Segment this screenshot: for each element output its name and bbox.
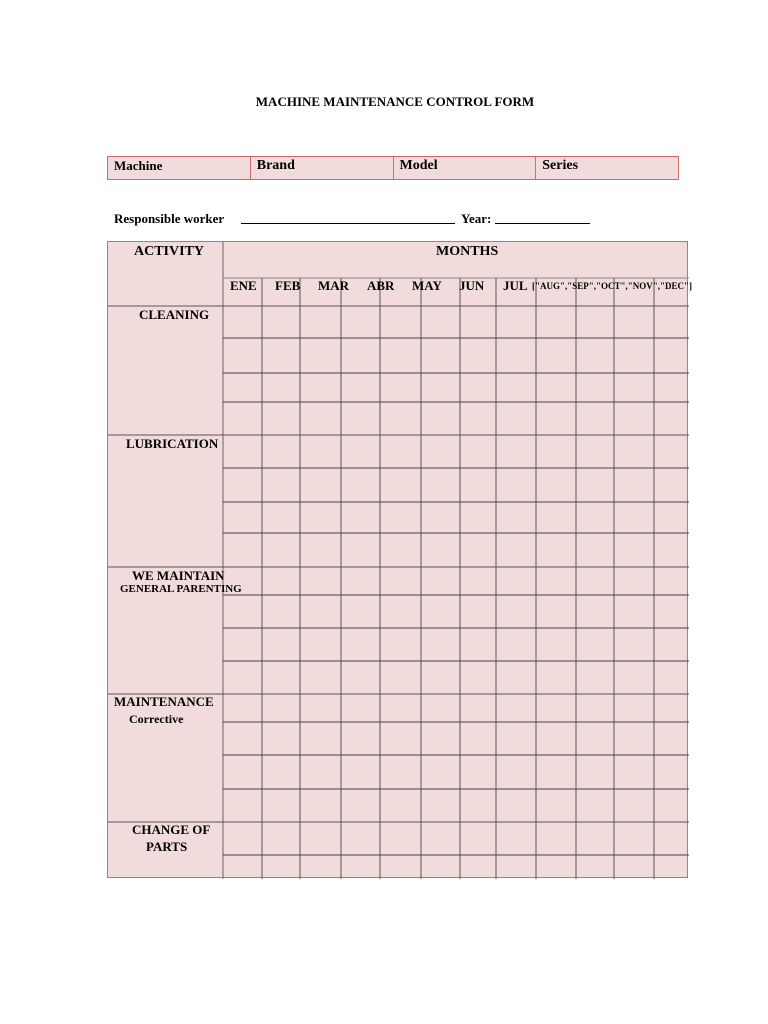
month-label-jun: JUN xyxy=(459,278,485,293)
activity-header: ACTIVITY xyxy=(134,244,205,259)
model-field[interactable]: Model xyxy=(394,157,537,179)
activity-parts: PARTS xyxy=(146,839,188,854)
grid-lines xyxy=(108,242,689,879)
month-label-may: MAY xyxy=(412,278,442,293)
month-label-feb: FEB xyxy=(275,278,301,293)
year-label: Year: xyxy=(461,211,492,226)
activity-we-maintain: WE MAINTAIN xyxy=(132,568,225,583)
month-label-mar: MAR xyxy=(318,278,350,293)
activity-corrective: Corrective xyxy=(129,712,184,726)
month-label-abr: ABR xyxy=(367,278,395,293)
responsible-worker-input-line[interactable] xyxy=(241,223,455,224)
activity-maintenance: MAINTENANCE xyxy=(114,694,214,709)
activity-lubrication: LUBRICATION xyxy=(126,436,219,451)
months-header: MONTHS xyxy=(436,244,499,259)
year-input-line[interactable] xyxy=(495,223,590,224)
activity-general-parenting: GENERAL PARENTING xyxy=(120,583,242,595)
month-label-rest: ["AUG","SEP","OCT","NOV","DEC"] xyxy=(532,281,692,291)
responsible-worker-label: Responsible worker xyxy=(114,211,225,226)
machine-info-table xyxy=(107,156,679,180)
brand-field[interactable]: Brand xyxy=(251,157,394,179)
activity-cleaning: CLEANING xyxy=(139,307,210,322)
form-title: MACHINE MAINTENANCE CONTROL FORM xyxy=(255,94,535,109)
activity-change-of: CHANGE OF xyxy=(132,822,211,837)
maintenance-grid xyxy=(107,241,692,878)
month-label-jul: JUL xyxy=(503,278,528,293)
machine-field[interactable]: Machine xyxy=(108,157,251,179)
series-field[interactable]: Series xyxy=(542,158,579,173)
month-label-ene: ENE xyxy=(230,278,257,293)
